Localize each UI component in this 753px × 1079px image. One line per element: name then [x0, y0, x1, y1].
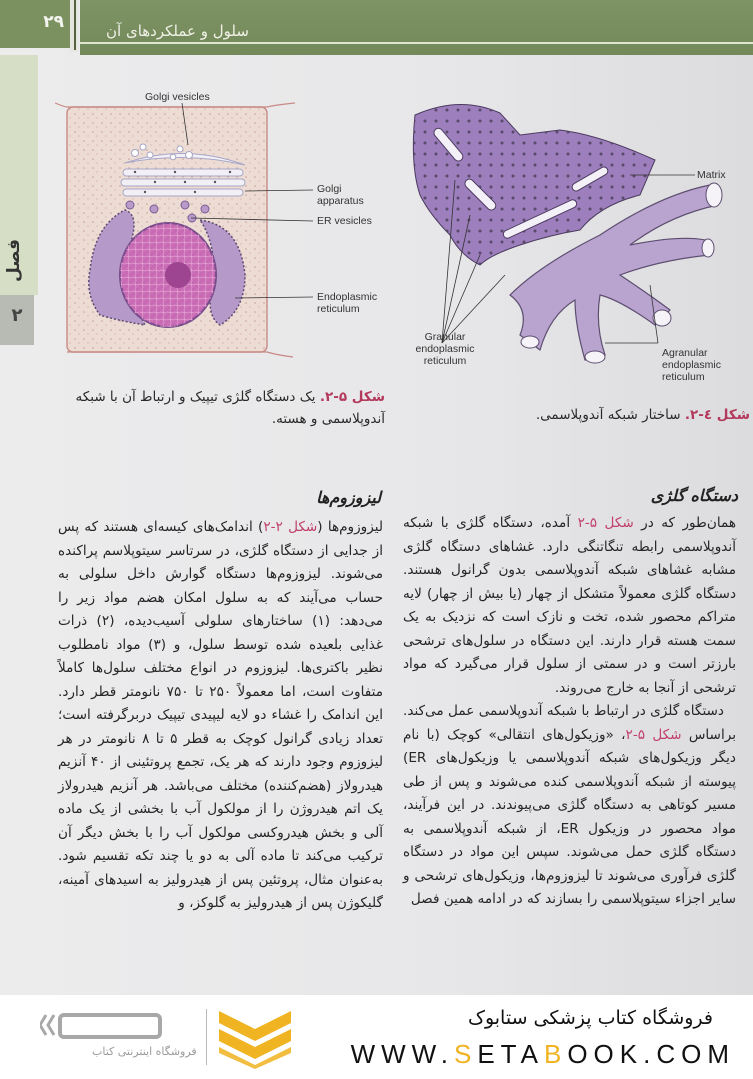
figure-link-2-5[interactable]: شکل ۵-۲	[625, 726, 682, 743]
label-er-vesicles: ER vesicles	[317, 215, 372, 227]
caption-text: ساختار شبکه آندوپلاسمی.	[535, 407, 685, 423]
setabook-wordmark-icon	[40, 1007, 200, 1067]
label-golgi-vesicles: Golgi vesicles	[145, 91, 210, 103]
golgi-paragraph-1: همان‌طور که در شکل ۵-۲ آمده، دستگاه گلژی با شبکه آندوپلاسمی رابطه تنگاتنگی دارد. غشاهای دستگاه گلژی مشابه غشاهای شبکه آندوپلاسمی بدون گرانول هستند. دستگاه گلژی معمولاً متشکل از چهار (یا بیش از چهار) لایه متراکم محصور شده، تخت و نازک است که نزدیک به یک سمت هسته قرار دارند. این دستگاه در سلول‌های ترشحی بارزتر است و در سمتی از سلول قرار می‌گیرد که مواد ترشحی از آنجا به خارج می‌روند.	[403, 515, 736, 696]
caption-figure-number: شکل ٤-۲.	[684, 407, 750, 423]
chapter-tab-label: فصل	[4, 238, 24, 282]
lysosome-paragraph: لیزوزوم‌ها (شکل ۲-۲) اندامک‌های کیسه‌ای هستند که پس از جدایی از دستگاه گلژی، در سرتاسر سیتوپلاسم پراکنده می‌شوند. لیزوزوم‌ها دستگاه گوارش داخل سلولی به حساب می‌آیند که به سلول امکان هضم مواد زیر را می‌دهد: (۱) ساختارهای سلولی آسیب‌دیده، (۲) ذرات غذایی بلعیده شده توسط سلول، و (۳) مواد نامطلوب نظیر باکتری‌ها. لیزوزوم در انواع مختلف سلول‌ها کاملاً متفاوت است، اما معمولاً ۲۵۰ تا ۷۵۰ نانومتر قطر دارد. این اندامک را غشاء دو لایه لیپیدی تیپیک دربرگرفته است؛ تعداد زیادی گرانول کوچک به قطر ۵ تا ۸ نانومتر در هر لیزوزوم وجود دارند که هر یک، تجمع پروتئینی از ۴۰ آنزیم هیدرولاز (هضم‌کننده) مختلف می‌باشد. هر آنزیم هیدرولاز یک اتم هیدروژن را از مولکول آب با بخشی از یک ماده آلی و بخش هیدروکسی مولکول آب را با بخش دیگر آن ترکیب می‌کند تا ماده آلی به دو یا چند تکه تقسیم شود. به‌عنوان مثال، پروتئین پس از هیدرولیز به اسیدهای آمینه، گلیکوژن پس از هیدرولیز به گلوکز، و	[58, 519, 384, 911]
golgi-text-column	[403, 512, 736, 912]
er-structure-figure	[400, 85, 753, 390]
figure-caption-2-5	[55, 386, 385, 430]
page-number: ۲۹	[43, 12, 64, 32]
caption-figure-number: شکل ۵-۲.	[319, 389, 385, 405]
golgi-paragraph-2: دستگاه گلژی در ارتباط با شبکه آندوپلاسمی عمل می‌کند. براساس شکل ۵-۲، «وزیکول‌های انتقالی» کوچک (با نام دیگر وزیکول‌های شبکه آندوپلاسمی یا وزیکول‌های ER) پیوسته از شبکه آندوپلاسمی کنده می‌شوند و پس از طی مسیر کوتاهی به دستگاه گلژی می‌پیوندند. در این فرآیند، مواد محصور در وزیکول ER، از شبکه آندوپلاسمی به دستگاه گلژی حمل می‌شوند. سپس این مواد در دستگاه گلژی فرآوری می‌شوند تا لیزوزوم‌ها، وزیکول‌های ترشحی و سایر اجزاء سیتوپلاسمی را بسازند که در ادامه همین فصل	[403, 703, 737, 907]
section-heading-lysosomes: لیزوزوم‌ها	[316, 488, 381, 507]
lysosome-text-column	[58, 516, 383, 916]
label-endoplasmic-reticulum: Endoplasmic reticulum	[317, 291, 378, 315]
header-rule	[80, 42, 753, 44]
section-heading-golgi: دستگاه گلژی	[650, 486, 738, 505]
label-golgi-apparatus: Golgi apparatus	[317, 183, 364, 207]
store-url[interactable]: WWW.SETABOOK.COM	[350, 1039, 735, 1069]
chapter-title: سلول و عملکردهای آن	[106, 22, 249, 40]
figure-caption-2-4	[400, 404, 750, 426]
figure-link-2-5[interactable]: شکل ۵-۲	[577, 515, 634, 531]
golgi-cell-illustration	[55, 85, 385, 370]
page-number-box	[0, 0, 70, 48]
logo-divider	[206, 1009, 207, 1065]
store-name: فروشگاه کتاب پزشکی ستابوک	[467, 1007, 713, 1029]
chapter-tab-number: ۲	[11, 305, 23, 326]
logo-subtitle: فروشگاه اینترنتی کتاب	[92, 1045, 197, 1058]
label-agranular-er: Agranular endoplasmic reticulum	[662, 347, 721, 383]
figure-link-2-2[interactable]: شکل ۲-۲	[263, 519, 318, 535]
golgi-cell-figure	[55, 85, 385, 370]
caption-text: یک دستگاه گلژی تیپیک و ارتباط آن با شبکه آندوپلاسمی و هسته.	[75, 389, 385, 427]
chapter-header	[80, 0, 753, 55]
label-granular-er: Granular endoplasmic reticulum	[415, 331, 475, 367]
store-banner	[0, 995, 753, 1079]
label-matrix: Matrix	[697, 169, 726, 181]
setabook-chevron-logo-icon	[215, 1007, 295, 1069]
header-separator-line	[74, 0, 76, 50]
